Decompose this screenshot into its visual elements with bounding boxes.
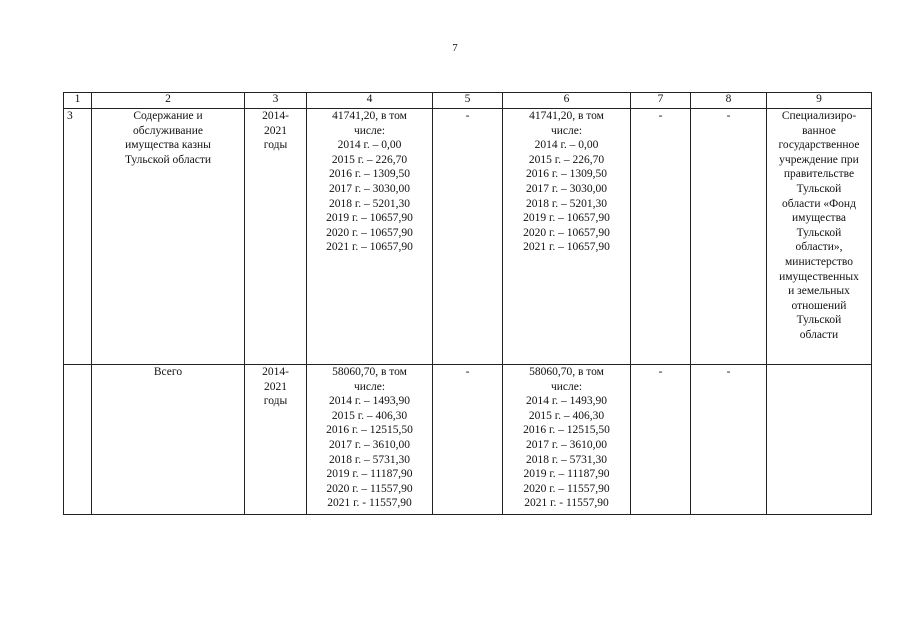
cell-line: 41741,20, в том xyxy=(529,110,604,122)
col7-cell: - xyxy=(631,365,691,515)
cell-line: 2021 г. - 11557,90 xyxy=(327,497,412,510)
header-row xyxy=(64,93,872,109)
header-col-8: 8 xyxy=(691,93,767,109)
col7-cell: - xyxy=(631,109,691,365)
cell-line: 2019 г. – 11187,90 xyxy=(523,468,610,481)
program-table xyxy=(63,92,872,515)
cell-line: области», xyxy=(795,241,843,254)
cell-line: 58060,70, в том xyxy=(529,366,604,378)
cell-line: 2019 г. – 11187,90 xyxy=(326,468,413,481)
cell-line: имущества казны xyxy=(125,139,211,152)
cell-line: Содержание и xyxy=(133,110,203,122)
cell-line: имущественных xyxy=(779,270,859,283)
table-row xyxy=(64,109,872,365)
page-number: 7 xyxy=(452,42,458,54)
years-cell xyxy=(245,365,307,515)
cell-line: 2020 г. – 10657,90 xyxy=(523,226,610,239)
header-col-1: 1 xyxy=(64,93,92,109)
cell-line: Специализиро- xyxy=(781,110,857,122)
cell-line: 2021 г. - 11557,90 xyxy=(524,497,609,510)
cell-line: государственное xyxy=(778,139,860,152)
cell-line: министерство xyxy=(785,255,853,268)
cell-line: 2021 xyxy=(264,124,287,137)
executor-cell xyxy=(767,365,872,515)
cell-line: Тульской xyxy=(796,314,842,327)
cell-line: числе: xyxy=(550,380,583,393)
cell-line: отношений xyxy=(791,299,847,312)
col8-cell: - xyxy=(691,365,767,515)
cell-line: 2015 г. – 406,30 xyxy=(528,409,605,422)
cell-line: годы xyxy=(263,139,288,152)
header-col-2: 2 xyxy=(92,93,245,109)
cell-line: 2018 г. – 5201,30 xyxy=(328,197,411,210)
cell-line: Тульской xyxy=(796,226,842,239)
funding-regional-cell xyxy=(503,109,631,365)
cell-line: 2019 г. – 10657,90 xyxy=(326,212,413,225)
cell-line: 2014 г. – 1493,90 xyxy=(328,395,411,408)
item-name-cell xyxy=(92,109,245,365)
cell-line: 2020 г. – 11557,90 xyxy=(523,482,610,495)
cell-line: Тульской области xyxy=(124,153,211,166)
cell-line: 2021 xyxy=(264,380,287,393)
cell-line: Всего xyxy=(153,366,183,378)
cell-line: 2014 г. – 0,00 xyxy=(337,139,402,152)
cell-line: Тульской xyxy=(796,182,842,195)
cell-line: 2015 г. – 226,70 xyxy=(331,153,408,166)
header-col-3: 3 xyxy=(245,93,307,109)
cell-line: 2017 г. – 3030,00 xyxy=(328,182,411,195)
cell-line: числе: xyxy=(353,380,386,393)
col5-cell: - xyxy=(433,109,503,365)
row-number: 3 xyxy=(64,109,92,365)
cell-line: 58060,70, в том xyxy=(332,366,407,378)
cell-line: 2016 г. – 1309,50 xyxy=(525,168,608,181)
header-col-4: 4 xyxy=(307,93,433,109)
row-number xyxy=(64,365,92,515)
cell-line: и земельных xyxy=(788,285,850,298)
funding-regional-cell xyxy=(503,365,631,515)
cell-line: 2018 г. – 5201,30 xyxy=(525,197,608,210)
cell-line: 2021 г. – 10657,90 xyxy=(523,241,610,254)
funding-total-cell xyxy=(307,109,433,365)
header-col-9: 9 xyxy=(767,93,872,109)
cell-line: 2017 г. – 3610,00 xyxy=(525,438,608,451)
cell-line: 2019 г. – 10657,90 xyxy=(523,212,610,225)
cell-line: 2016 г. – 12515,50 xyxy=(523,424,610,437)
cell-line: 2014- xyxy=(262,366,289,378)
cell-line: 2015 г. – 406,30 xyxy=(331,409,408,422)
cell-line: области xyxy=(799,328,839,341)
executor-cell xyxy=(767,109,872,365)
cell-line: 2016 г. – 12515,50 xyxy=(326,424,413,437)
cell-line: имущества xyxy=(792,212,846,225)
cell-line: области «Фонд xyxy=(782,197,856,210)
cell-line: 41741,20, в том xyxy=(332,110,407,122)
cell-line: числе: xyxy=(550,124,583,137)
cell-line: 2020 г. – 10657,90 xyxy=(326,226,413,239)
cell-line: 2014 г. – 1493,90 xyxy=(525,395,608,408)
cell-line: 2021 г. – 10657,90 xyxy=(326,241,413,254)
cell-line: ванное xyxy=(802,124,836,137)
cell-line: 2017 г. – 3610,00 xyxy=(328,438,411,451)
header-col-7: 7 xyxy=(631,93,691,109)
col5-cell: - xyxy=(433,365,503,515)
cell-line: 2014- xyxy=(262,110,289,122)
cell-line: 2016 г. – 1309,50 xyxy=(328,168,411,181)
cell-line: 2014 г. – 0,00 xyxy=(534,139,599,152)
cell-line: 2018 г. – 5731,30 xyxy=(525,453,608,466)
cell-line: 2015 г. – 226,70 xyxy=(528,153,605,166)
cell-line: 2018 г. – 5731,30 xyxy=(328,453,411,466)
cell-line: годы xyxy=(263,395,288,408)
table-row-total xyxy=(64,365,872,515)
item-name-cell xyxy=(92,365,245,515)
cell-line: 2017 г. – 3030,00 xyxy=(525,182,608,195)
cell-line: учреждение при xyxy=(779,153,859,166)
header-col-5: 5 xyxy=(433,93,503,109)
header-col-6: 6 xyxy=(503,93,631,109)
cell-line: правительстве xyxy=(783,168,855,181)
cell-line: числе: xyxy=(353,124,386,137)
funding-total-cell xyxy=(307,365,433,515)
col8-cell: - xyxy=(691,109,767,365)
years-cell xyxy=(245,109,307,365)
cell-line: обслуживание xyxy=(133,124,203,137)
cell-line: 2020 г. – 11557,90 xyxy=(326,482,413,495)
